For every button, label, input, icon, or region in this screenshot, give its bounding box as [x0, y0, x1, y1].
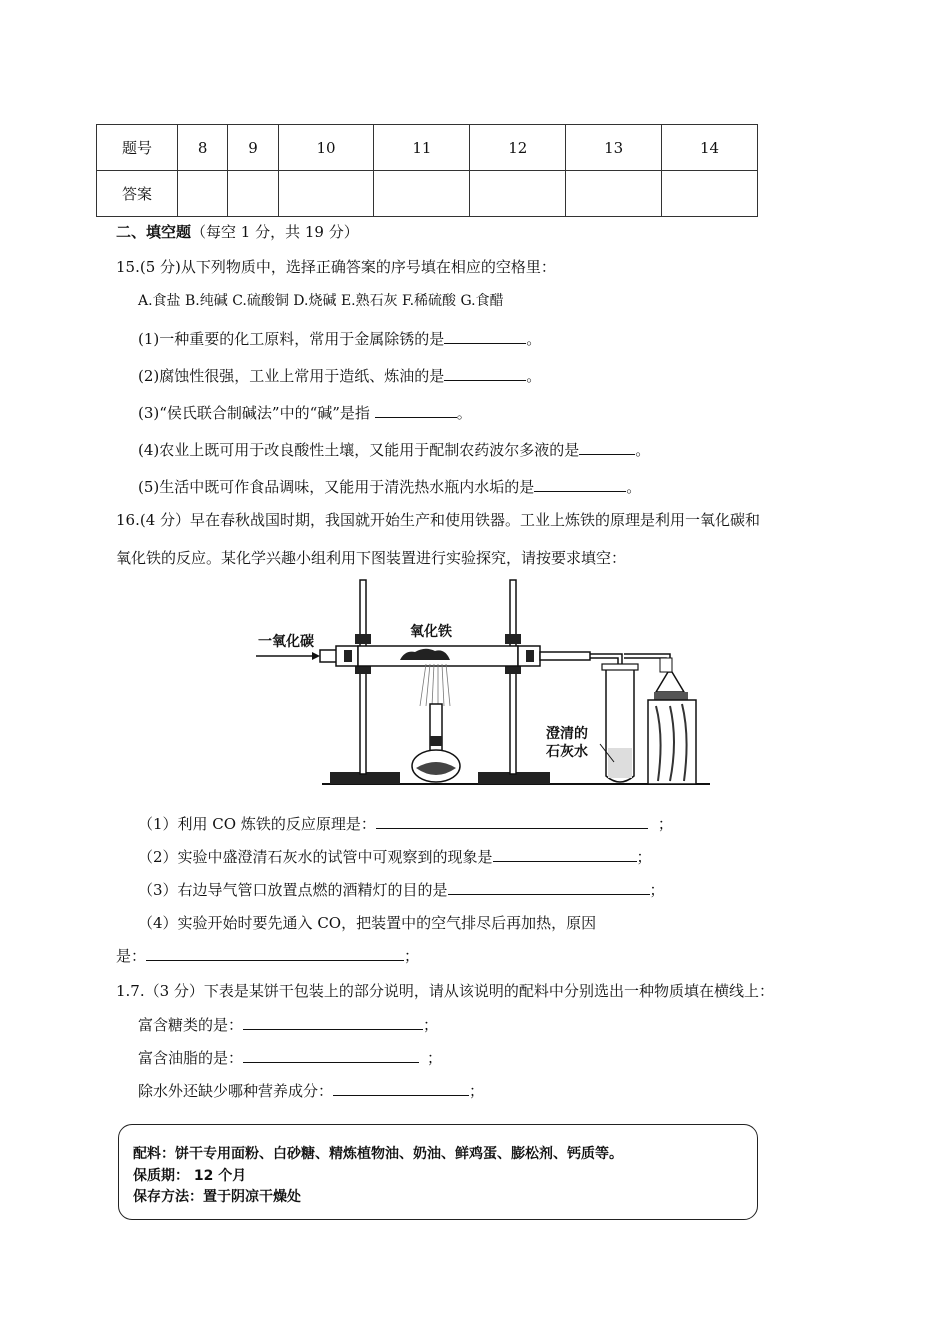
- punct: 。: [456, 404, 472, 422]
- question-text: 富含糖类的是：: [138, 1016, 244, 1034]
- answer-cell[interactable]: [278, 171, 374, 217]
- q16-item-3: [138, 879, 665, 900]
- question-text: (1)一种重要的化工原料，常用于金属除锈的是: [138, 330, 445, 348]
- experiment-apparatus-diagram: [250, 576, 712, 794]
- arrow-head: [312, 652, 320, 660]
- alcohol-lamp: [412, 704, 460, 782]
- answer-blank[interactable]: [579, 440, 635, 455]
- question-text: (2)腐蚀性很强，工业上常用于造纸、炼油的是: [138, 367, 445, 385]
- label-co: 一氧化碳: [258, 634, 314, 650]
- q16-item-4-cont: [116, 945, 419, 966]
- q17-item-2: [138, 1047, 442, 1068]
- q17-item-3: [138, 1080, 484, 1101]
- flame: [420, 664, 450, 706]
- punct: ；: [657, 815, 673, 833]
- answer-blank[interactable]: [493, 847, 637, 862]
- test-tube-limewater: [602, 664, 638, 782]
- table-header-cell: 题号: [97, 125, 178, 171]
- punct: ；: [423, 1016, 439, 1034]
- answer-cell[interactable]: [178, 171, 228, 217]
- question-text: （2）实验中盛澄清石灰水的试管中可观察到的现象是: [138, 848, 493, 866]
- q15-options: A.食盐 B.纯碱 C.硫酸铜 D.烧碱 E.熟石灰 F.稀硫酸 G.食醋: [138, 293, 504, 309]
- q16-item-1: [138, 813, 673, 834]
- punct: ；: [636, 848, 652, 866]
- biscuit-label-box: [118, 1124, 758, 1220]
- table-cell: 10: [278, 125, 374, 171]
- table-row: [97, 125, 758, 171]
- table-cell: 8: [178, 125, 228, 171]
- right-iron-stand: [478, 580, 550, 784]
- q15-item-1: [138, 328, 541, 349]
- answer-table: [96, 124, 758, 217]
- label-limewater-2: 石灰水: [546, 744, 588, 760]
- answer-blank[interactable]: [146, 946, 404, 961]
- table-header-cell: 答案: [97, 171, 178, 217]
- answer-cell[interactable]: [662, 171, 758, 217]
- table-row: [97, 171, 758, 217]
- q16-item-2: [138, 846, 652, 867]
- question-text: （3）右边导气管口放置点燃的酒精灯的目的是: [138, 881, 448, 899]
- table-cell: 14: [662, 125, 758, 171]
- q15-item-5: [138, 476, 641, 497]
- answer-blank[interactable]: [376, 814, 648, 829]
- answer-blank[interactable]: [448, 880, 650, 895]
- answer-blank[interactable]: [375, 403, 457, 418]
- punct: ；: [404, 947, 420, 965]
- answer-blank[interactable]: [444, 329, 526, 344]
- table-cell: 11: [374, 125, 470, 171]
- punct: ；: [649, 881, 665, 899]
- q16-stem-line1: 16.(4 分）早在春秋战国时期，我国就开始生产和使用铁器。工业上炼铁的原理是利用一氧化碳和: [116, 511, 761, 529]
- q16-stem-line2: 氧化铁的反应。某化学兴趣小组利用下图装置进行实验探究，请按要求填空：: [116, 549, 627, 567]
- table-cell: 12: [470, 125, 566, 171]
- punct: 。: [635, 441, 651, 459]
- section-heading: [116, 221, 359, 242]
- punct: ；: [469, 1082, 485, 1100]
- section-title: 二、填空题: [116, 223, 192, 241]
- storage-line: 保存方法：置于阴凉干燥处: [133, 1189, 301, 1205]
- answer-blank[interactable]: [534, 477, 626, 492]
- answer-blank[interactable]: [333, 1081, 469, 1096]
- question-text: (4)农业上既可用于改良酸性土壤，又能用于配制农药波尔多液的是: [138, 441, 580, 459]
- question-text: 除水外还缺少哪种营养成分：: [138, 1082, 334, 1100]
- ingredients-line: 配料：饼干专用面粉、白砂糖、精炼植物油、奶油、鲜鸡蛋、膨松剂、钙质等。: [133, 1146, 623, 1162]
- question-text: 是：: [116, 947, 147, 965]
- punct: 。: [526, 330, 542, 348]
- section-note: （每空 1 分，共 19 分）: [191, 223, 359, 241]
- q15-stem: 15.(5 分)从下列物质中，选择正确答案的序号填在相应的空格里：: [116, 258, 556, 276]
- table-cell: 13: [566, 125, 662, 171]
- left-iron-stand: [330, 580, 400, 784]
- question-text: （1）利用 CO 炼铁的反应原理是：: [138, 815, 376, 833]
- q15-item-4: [138, 439, 650, 460]
- answer-blank[interactable]: [243, 1015, 423, 1030]
- q17-item-1: [138, 1014, 438, 1035]
- answer-blank[interactable]: [243, 1048, 419, 1063]
- question-text: (5)生活中既可作食品调味，又能用于清洗热水瓶内水垢的是: [138, 478, 535, 496]
- punct: 。: [526, 367, 542, 385]
- q16-item-4: [138, 912, 596, 933]
- question-text: 富含油脂的是：: [138, 1049, 244, 1067]
- answer-cell[interactable]: [374, 171, 470, 217]
- punct: 。: [626, 478, 642, 496]
- answer-cell[interactable]: [470, 171, 566, 217]
- label-limewater-1: 澄清的: [546, 726, 588, 742]
- punct: ；: [427, 1049, 443, 1067]
- right-alcohol-lamp: [648, 658, 696, 784]
- label-fe2o3: 氧化铁: [410, 624, 452, 640]
- question-text: (3)“侯氏联合制碱法”中的“碱”是指: [138, 404, 375, 422]
- answer-cell[interactable]: [228, 171, 278, 217]
- reaction-tube: [320, 646, 590, 666]
- q15-item-2: [138, 365, 541, 386]
- question-text: （4）实验开始时要先通入 CO，把装置中的空气排尽后再加热，原因: [138, 914, 597, 932]
- q15-item-3: [138, 402, 472, 423]
- table-cell: 9: [228, 125, 278, 171]
- answer-blank[interactable]: [444, 366, 526, 381]
- q17-stem: 1.7.（3 分）下表是某饼干包装上的部分说明，请从该说明的配料中分别选出一种物质填在横线上：: [116, 982, 774, 1000]
- answer-cell[interactable]: [566, 171, 662, 217]
- shelf-life-line: 保质期： 12 个月: [133, 1168, 247, 1184]
